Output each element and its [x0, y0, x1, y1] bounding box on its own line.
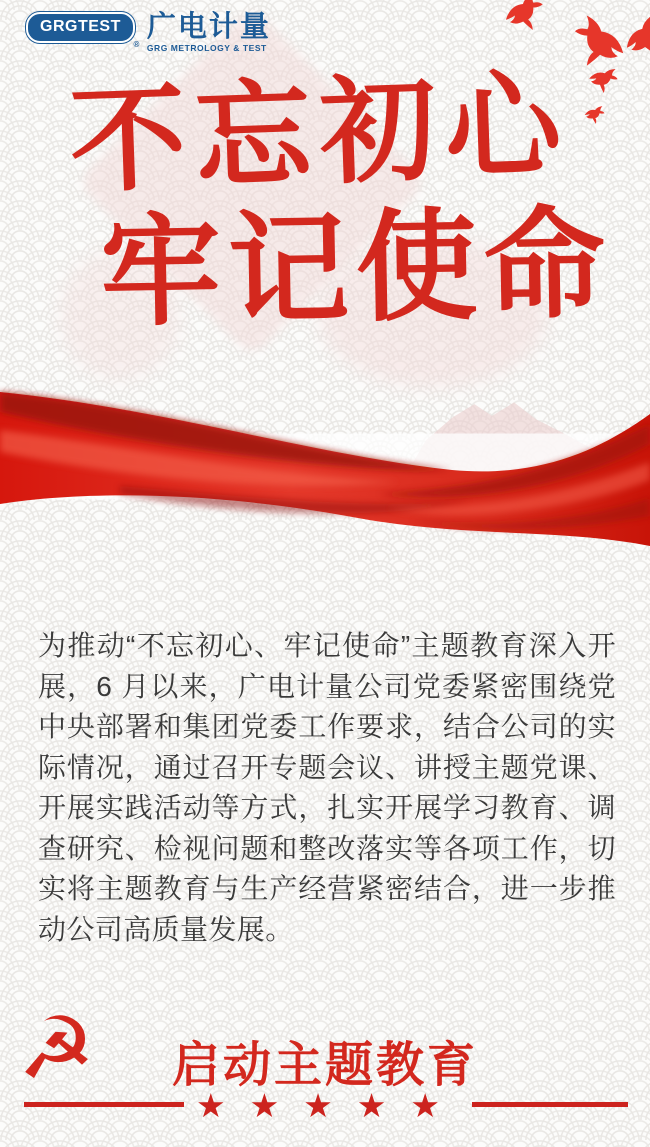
headline-line-1: 不忘初心	[67, 59, 573, 207]
star-icon: ★	[410, 1087, 440, 1124]
body-paragraph: 为推动“不忘初心、牢记使命”主题教育深入开展，6 月以来，广电计量公司党委紧密围绕党中央部署和集团党委工作要求，结合公司的实际情况，通过召开专题会议、讲授主题党课、开展实践活动等方式，扎实开展学习教育、调查研究、检视问题和整改落实等各项工作，切实将主题教育与生产经营紧密结合，进一步推动公司高质量发展。	[38, 630, 616, 945]
brand-text	[147, 12, 271, 53]
star-icon: ★	[249, 1087, 280, 1124]
divider-left-line	[24, 1102, 184, 1107]
brand-logo	[26, 12, 271, 53]
party-emblem-icon: ☭	[18, 1001, 96, 1097]
dove-icon	[583, 103, 606, 127]
dove-icon	[586, 64, 621, 99]
star-icon: ★	[303, 1087, 333, 1124]
divider-right-line	[472, 1102, 628, 1107]
star-icon: ★	[356, 1087, 387, 1124]
brand-name-cn: 广电计量	[146, 11, 271, 43]
footer-title: 启动主题教育	[171, 1039, 478, 1092]
brand-name-en: GRG METROLOGY & TEST	[146, 43, 267, 53]
headline-line-2: 牢记使命	[98, 195, 614, 341]
dove-icon	[500, 0, 551, 40]
star-row	[196, 1086, 440, 1126]
registered-mark: ®	[133, 40, 140, 49]
grgtest-badge	[26, 12, 140, 49]
star-icon: ★	[196, 1087, 226, 1124]
red-ribbon-graphic	[0, 376, 650, 584]
grgtest-badge-label: GRGTEST	[40, 18, 121, 35]
